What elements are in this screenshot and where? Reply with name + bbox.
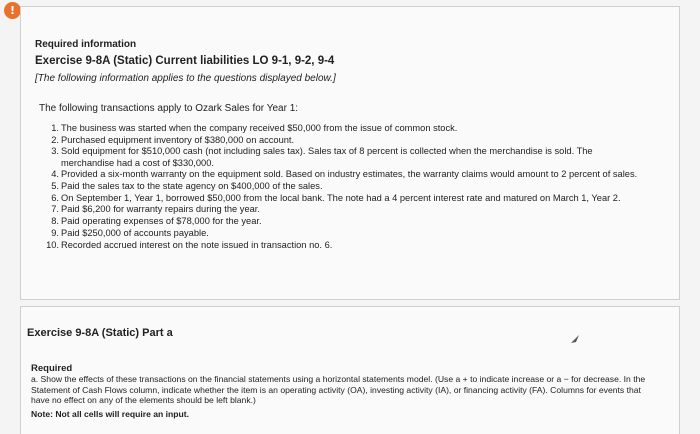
part-title: Exercise 9-8A (Static) Part a	[27, 327, 173, 339]
item-text: Sold equipment for $510,000 cash (not including sales tax). Sales tax of 8 percent is collected when the merchandise is sold. The merchandise had a cost of $330,000.	[61, 146, 593, 168]
item-text: Paid the sales tax to the state agency on $400,000 of the sales.	[61, 181, 323, 192]
item-number: 7.	[51, 204, 59, 215]
instructions-note: Note: Not all cells will require an input.	[31, 409, 190, 419]
list-item	[45, 135, 645, 146]
item-text: Provided a six-month warranty on the equipment sold. Based on industry estimates, the warranty claims would amount to 2 percent of sales.	[61, 169, 638, 180]
list-item	[45, 204, 645, 215]
list-item	[45, 216, 645, 227]
item-text: Paid $250,000 of accounts payable.	[61, 227, 209, 238]
list-item	[45, 169, 645, 180]
item-number: 9.	[51, 227, 59, 238]
list-item	[45, 181, 645, 192]
item-text: Purchased equipment inventory of $380,000 on account.	[61, 134, 295, 145]
item-number: 3.	[51, 146, 59, 157]
item-text: Paid operating expenses of $78,000 for the year.	[61, 216, 262, 227]
item-number: 2.	[51, 134, 59, 145]
item-number: 6.	[51, 192, 59, 203]
part-a-panel	[20, 306, 680, 434]
list-item	[45, 146, 645, 168]
item-number: 8.	[51, 216, 59, 227]
exclamation-icon: !	[4, 2, 21, 19]
item-number: 10.	[46, 239, 59, 250]
exercise-title: Exercise 9-8A (Static) Current liabilities LO 9-1, 9-2, 9-4	[35, 55, 335, 67]
list-item	[45, 240, 645, 251]
info-note: [The following information applies to the questions displayed below.]	[35, 73, 336, 84]
item-text: On September 1, Year 1, borrowed $50,000 from the local bank. The note had a 4 percent interest rate and matured on March 1, Year 2.	[61, 192, 621, 203]
list-item	[45, 123, 645, 134]
transaction-list	[45, 123, 645, 251]
item-text: The business was started when the company received $50,000 from the issue of common stock.	[61, 123, 458, 133]
required-heading: Required	[31, 363, 73, 374]
list-item	[45, 228, 645, 239]
cursor-icon	[571, 335, 579, 343]
item-text: Paid $6,200 for warranty repairs during the year.	[61, 204, 260, 215]
required-information-panel	[20, 6, 680, 300]
item-text: Recorded accrued interest on the note issued in transaction no. 6.	[61, 239, 333, 250]
item-number: 4.	[51, 169, 59, 180]
required-information-heading: Required information	[35, 39, 137, 50]
instructions-text: a. Show the effects of these transactions on the financial statements using a horizontal statements model. (Use a + to indicate increase or a − for decrease. In the Statement of Cash Flows column, indicate whether the item is an operating activity (OA), investing activity (IA), or financing activity (FA). Columns for events that have no effect on any of the elements should be left blank.)	[31, 374, 646, 405]
transactions-intro: The following transactions apply to Ozark Sales for Year 1:	[39, 103, 299, 114]
list-item	[45, 193, 645, 204]
item-number: 1.	[51, 123, 59, 133]
item-number: 5.	[51, 181, 59, 192]
